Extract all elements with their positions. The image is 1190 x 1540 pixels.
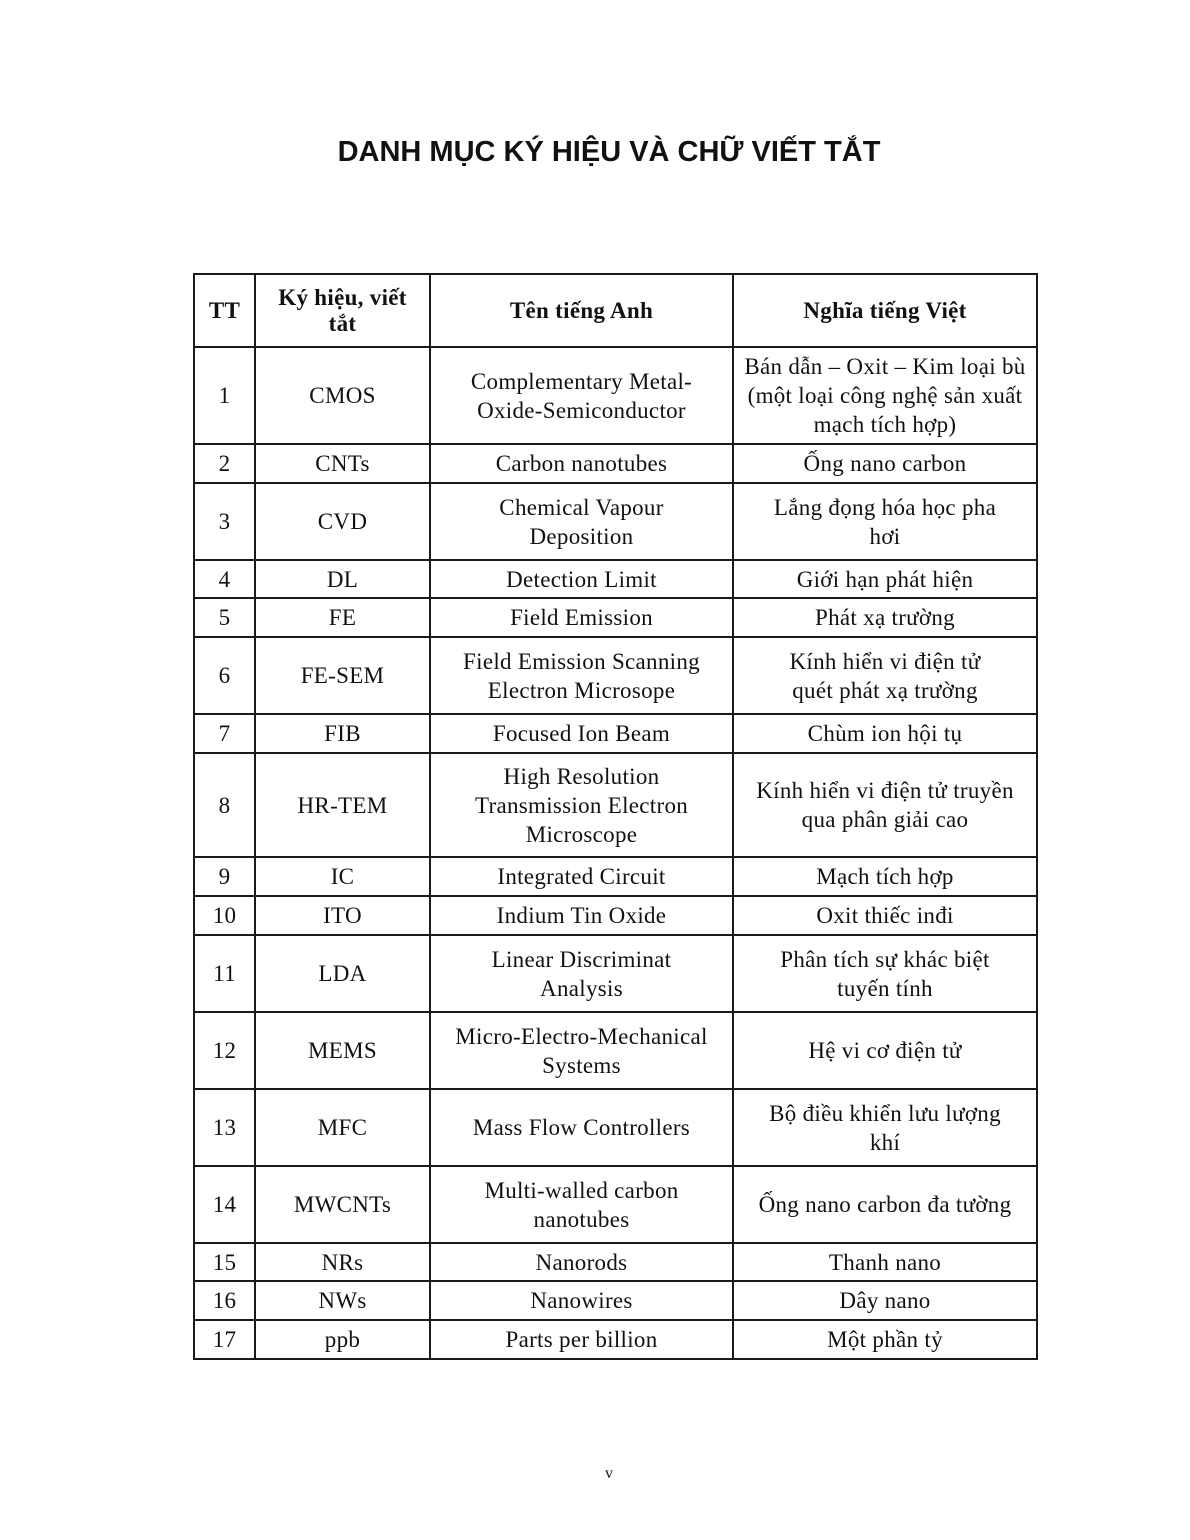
cell-tt: 15 [194, 1243, 255, 1281]
table-row [194, 560, 1037, 598]
cell-english-name: Micro-Electro-Mechanical Systems [430, 1012, 733, 1089]
table-row [194, 1166, 1037, 1243]
cell-abbreviation: FE-SEM [255, 637, 430, 714]
cell-vietnamese-meaning: Dây nano [733, 1281, 1037, 1320]
cell-tt: 11 [194, 935, 255, 1012]
cell-vietnamese-meaning: Kính hiển vi điện tử truyền qua phân giải cao [733, 753, 1037, 857]
table-row [194, 444, 1037, 483]
table-row [194, 1243, 1037, 1281]
table-row [194, 935, 1037, 1012]
cell-english-name: Integrated Circuit [430, 857, 733, 896]
cell-vietnamese-meaning: Thanh nano [733, 1243, 1037, 1281]
cell-vietnamese-meaning: Lắng đọng hóa học pha hơi [733, 483, 1037, 560]
cell-tt: 7 [194, 714, 255, 753]
cell-vietnamese-meaning: Phân tích sự khác biệt tuyến tính [733, 935, 1037, 1012]
page-title: DANH MỤC KÝ HIỆU VÀ CHỮ VIẾT TẮT [337, 136, 881, 168]
cell-tt: 13 [194, 1089, 255, 1166]
cell-tt: 2 [194, 444, 255, 483]
cell-vietnamese-meaning: Chùm ion hội tụ [733, 714, 1037, 753]
cell-tt: 10 [194, 896, 255, 935]
cell-tt: 12 [194, 1012, 255, 1089]
cell-english-name: Focused Ion Beam [430, 714, 733, 753]
table-row [194, 1320, 1037, 1359]
abbreviation-table [193, 273, 1038, 1360]
table-row [194, 598, 1037, 637]
cell-abbreviation: CMOS [255, 347, 430, 444]
cell-vietnamese-meaning: Kính hiển vi điện tử quét phát xạ trường [733, 637, 1037, 714]
cell-vietnamese-meaning: Phát xạ trường [733, 598, 1037, 637]
cell-abbreviation: HR-TEM [255, 753, 430, 857]
cell-abbreviation: LDA [255, 935, 430, 1012]
cell-abbreviation: ppb [255, 1320, 430, 1359]
table-header-row [194, 274, 1037, 347]
header-abbreviation: Ký hiệu, viết tắt [255, 274, 430, 347]
cell-english-name: Parts per billion [430, 1320, 733, 1359]
cell-abbreviation: FE [255, 598, 430, 637]
table-row [194, 347, 1037, 444]
cell-tt: 8 [194, 753, 255, 857]
cell-tt: 3 [194, 483, 255, 560]
cell-english-name: Mass Flow Controllers [430, 1089, 733, 1166]
cell-abbreviation: DL [255, 560, 430, 598]
cell-vietnamese-meaning: Bộ điều khiển lưu lượng khí [733, 1089, 1037, 1166]
cell-abbreviation: CVD [255, 483, 430, 560]
cell-english-name: Field Emission [430, 598, 733, 637]
table-row [194, 483, 1037, 560]
header-vietnamese-meaning: Nghĩa tiếng Việt [733, 274, 1037, 347]
cell-english-name: Linear Discriminat Analysis [430, 935, 733, 1012]
cell-english-name: Detection Limit [430, 560, 733, 598]
cell-abbreviation: NRs [255, 1243, 430, 1281]
cell-english-name: Chemical Vapour Deposition [430, 483, 733, 560]
cell-english-name: High Resolution Transmission Electron Microscope [430, 753, 733, 857]
header-tt: TT [194, 274, 255, 347]
cell-abbreviation: IC [255, 857, 430, 896]
header-english-name: Tên tiếng Anh [430, 274, 733, 347]
cell-vietnamese-meaning: Hệ vi cơ điện tử [733, 1012, 1037, 1089]
cell-vietnamese-meaning: Bán dẫn – Oxit – Kim loại bù (một loại công nghệ sản xuất mạch tích hợp) [733, 347, 1037, 444]
table-row [194, 857, 1037, 896]
cell-vietnamese-meaning: Oxit thiếc inđi [733, 896, 1037, 935]
cell-tt: 4 [194, 560, 255, 598]
cell-tt: 5 [194, 598, 255, 637]
cell-vietnamese-meaning: Ống nano carbon đa tường [733, 1166, 1037, 1243]
cell-english-name: Indium Tin Oxide [430, 896, 733, 935]
cell-tt: 16 [194, 1281, 255, 1320]
cell-tt: 1 [194, 347, 255, 444]
table-row [194, 896, 1037, 935]
cell-english-name: Field Emission Scanning Electron Microsope [430, 637, 733, 714]
cell-vietnamese-meaning: Ống nano carbon [733, 444, 1037, 483]
cell-abbreviation: MWCNTs [255, 1166, 430, 1243]
cell-vietnamese-meaning: Mạch tích hợp [733, 857, 1037, 896]
cell-english-name: Complementary Metal-Oxide-Semiconductor [430, 347, 733, 444]
table-row [194, 1089, 1037, 1166]
cell-vietnamese-meaning: Giới hạn phát hiện [733, 560, 1037, 598]
cell-tt: 6 [194, 637, 255, 714]
cell-abbreviation: ITO [255, 896, 430, 935]
page-number: v [605, 1465, 613, 1482]
cell-abbreviation: NWs [255, 1281, 430, 1320]
cell-abbreviation: MFC [255, 1089, 430, 1166]
table-row [194, 1012, 1037, 1089]
cell-abbreviation: CNTs [255, 444, 430, 483]
cell-tt: 17 [194, 1320, 255, 1359]
table-row [194, 637, 1037, 714]
cell-vietnamese-meaning: Một phần tỷ [733, 1320, 1037, 1359]
cell-tt: 14 [194, 1166, 255, 1243]
cell-english-name: Multi-walled carbon nanotubes [430, 1166, 733, 1243]
cell-english-name: Carbon nanotubes [430, 444, 733, 483]
cell-english-name: Nanowires [430, 1281, 733, 1320]
table-row [194, 1281, 1037, 1320]
table-row [194, 753, 1037, 857]
cell-english-name: Nanorods [430, 1243, 733, 1281]
cell-abbreviation: MEMS [255, 1012, 430, 1089]
cell-abbreviation: FIB [255, 714, 430, 753]
table-row [194, 714, 1037, 753]
cell-tt: 9 [194, 857, 255, 896]
